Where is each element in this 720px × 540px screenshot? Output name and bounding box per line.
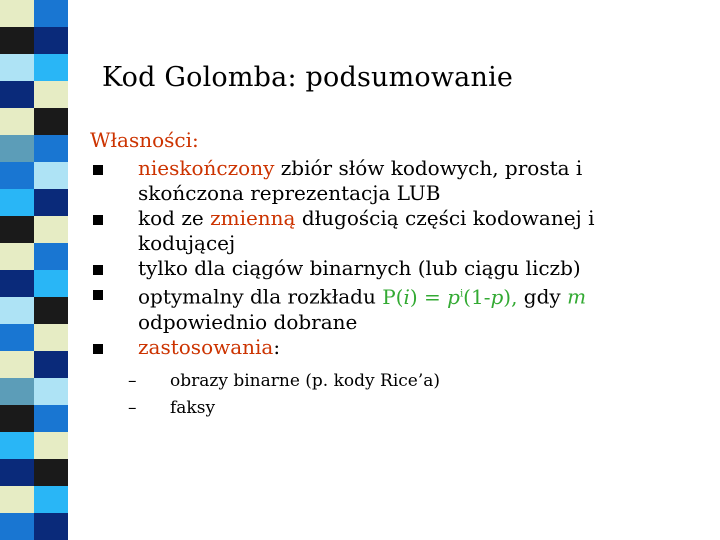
- decorative-side-strip: [0, 0, 68, 540]
- highlight-term: zmienną: [210, 206, 296, 230]
- sub-bullet-text: obrazy binarne (p. kody Rice’a): [170, 370, 441, 391]
- sub-bullet-text: faksy: [170, 397, 216, 418]
- square-bullet-icon: [93, 265, 103, 275]
- square-bullet-icon: [93, 215, 103, 225]
- square-bullet-icon: [93, 344, 103, 354]
- bullet-text: odpowiednio dobrane: [138, 309, 358, 334]
- section-heading: Własności:: [90, 128, 199, 152]
- bullet-text: kod ze: [138, 206, 211, 230]
- highlight-term: zastosowania: [138, 334, 274, 359]
- bullet-item: [90, 156, 690, 206]
- square-bullet-icon: [93, 290, 103, 300]
- sub-bullet-item: [90, 395, 690, 422]
- bullet-item: [90, 281, 690, 335]
- bullet-item: [90, 256, 690, 281]
- bullet-text: tylko dla ciągów binarnych (lub ciągu liczb): [138, 256, 581, 280]
- dash-marker: –: [128, 370, 137, 391]
- bullet-text: :: [273, 334, 281, 359]
- square-bullet-icon: [93, 165, 103, 175]
- probability-formula: $P(i) = p^i(1-p)$,: [382, 284, 518, 309]
- bullet-text: zbiór słów kodowych, prosta i skończona reprezentacja LUB: [138, 156, 583, 205]
- bullet-item: [90, 335, 690, 360]
- parameter-m: m: [567, 284, 587, 309]
- sub-bullet-list: [90, 368, 690, 422]
- slide-title: Kod Golomba: podsumowanie: [102, 62, 514, 93]
- bullet-text: długością części kodowanej i kodującej: [138, 206, 595, 255]
- highlight-term: nieskończony: [138, 156, 275, 180]
- bullet-item: [90, 206, 690, 256]
- sub-bullet-item: [90, 368, 690, 395]
- bullet-text: gdy: [517, 284, 568, 309]
- dash-marker: –: [128, 397, 137, 418]
- bullet-text: optymalny dla rozkładu: [138, 284, 383, 309]
- slide-content: [90, 128, 690, 422]
